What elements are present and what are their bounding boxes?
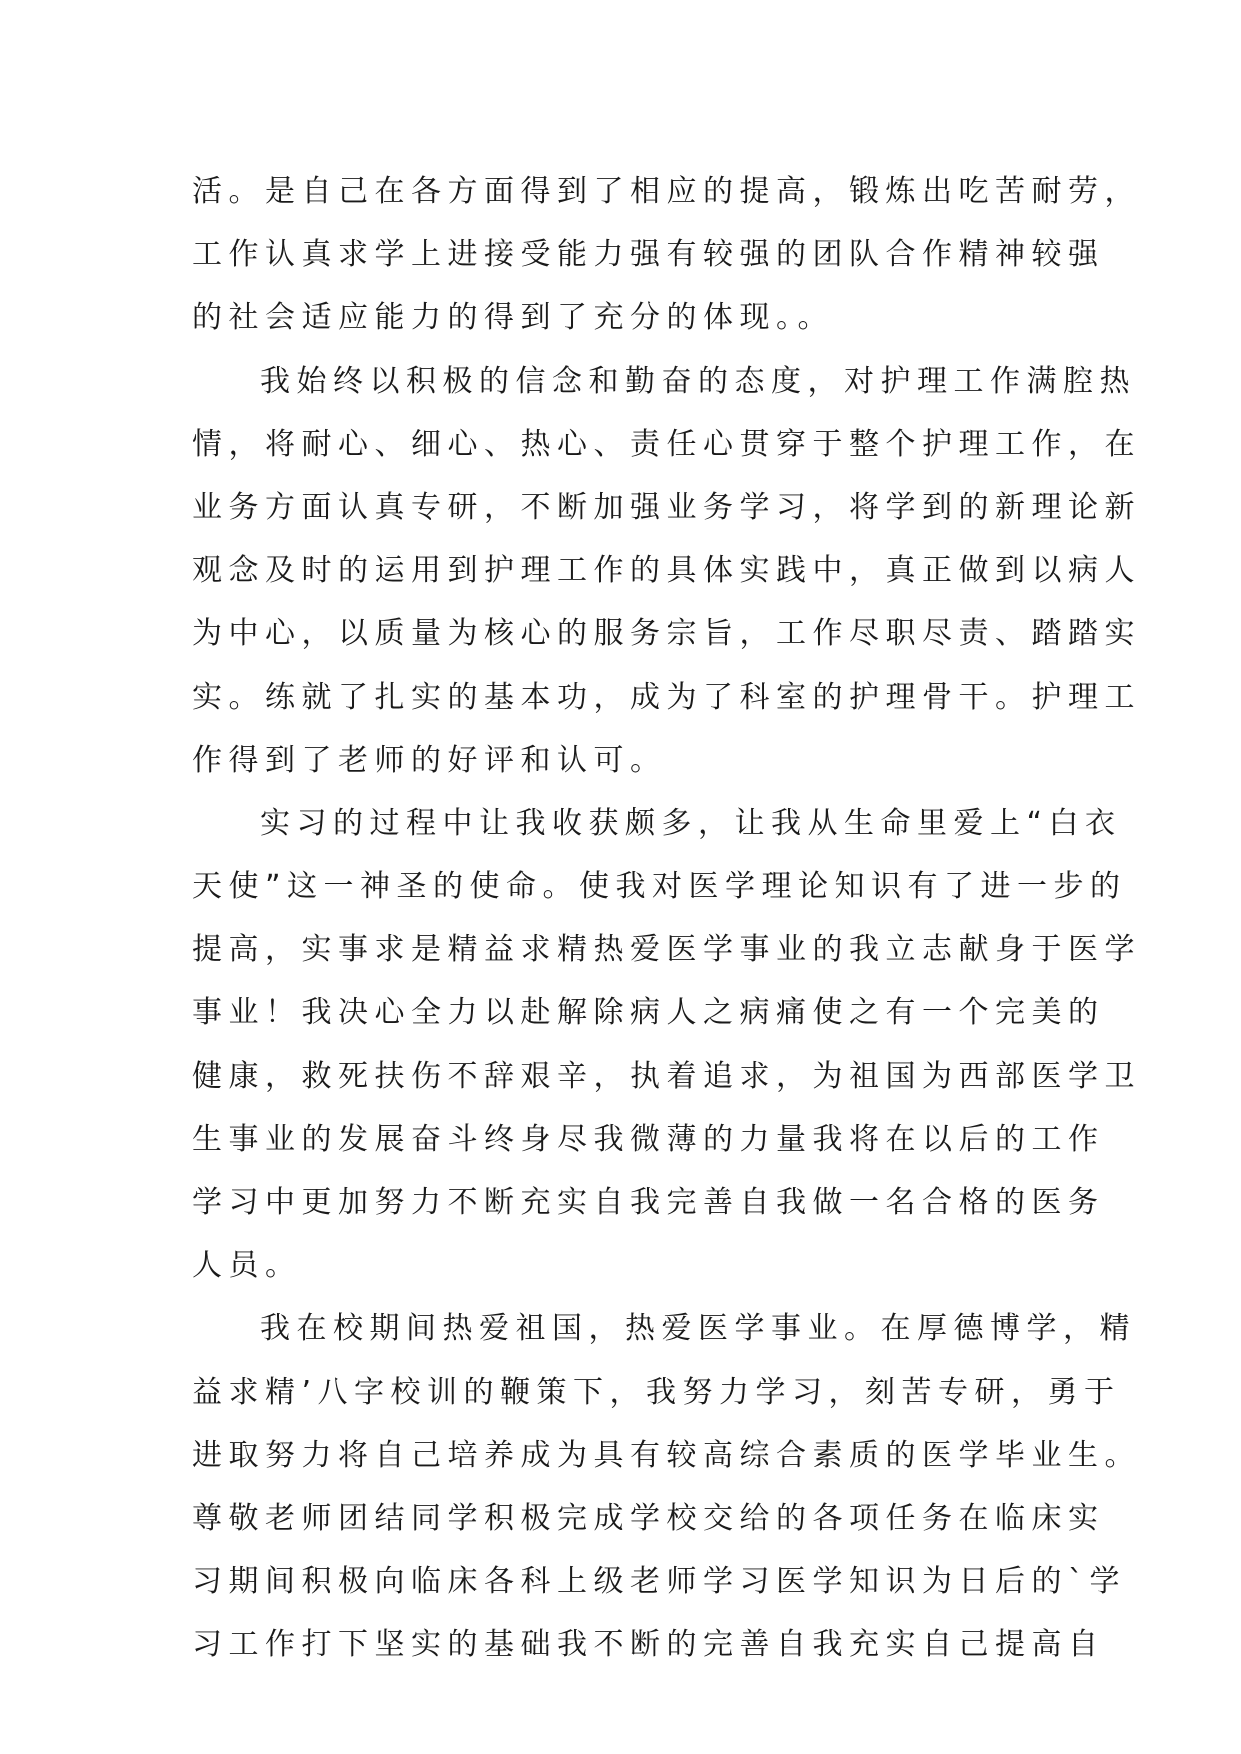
text-line: 习期间积极向临床各科上级老师学习医学知识为日后的`学 bbox=[192, 1564, 1126, 1600]
text-line: 工作认真求学上进接受能力强有较强的团队合作精神较强 bbox=[192, 237, 1105, 273]
paragraph-first-line: 我始终以积极的信念和勤奋的态度，对护理工作满腔热 bbox=[260, 363, 1136, 399]
paragraph-first-line: 我在校期间热爱祖国，热爱医学事业。在厚德博学，精 bbox=[260, 1311, 1136, 1347]
text-line: 为中心，以质量为核心的服务宗旨，工作尽职尽责、踏踏实 bbox=[192, 616, 1141, 652]
body-text bbox=[192, 160, 1141, 1677]
text-line: 观念及时的运用到护理工作的具体实践中，真正做到以病人 bbox=[192, 553, 1141, 589]
text-line: 事业！我决心全力以赴解除病人之病痛使之有一个完美的 bbox=[192, 995, 1105, 1031]
text-line: 提高，实事求是精益求精热爱医学事业的我立志献身于医学 bbox=[192, 932, 1141, 968]
text-line: 活。是自己在各方面得到了相应的提高，锻炼出吃苦耐劳， bbox=[192, 174, 1141, 209]
text-line: 天使”这一神圣的使命。使我对医学理论知识有了进一步的 bbox=[192, 869, 1127, 905]
text-line: 作得到了老师的好评和认可。 bbox=[192, 742, 667, 778]
text-line: 业务方面认真专研，不断加强业务学习，将学到的新理论新 bbox=[192, 489, 1141, 525]
text-line: 习工作打下坚实的基础我不断的完善自我充实自己提高自 bbox=[192, 1627, 1105, 1663]
text-line: 益求精’八字校训的鞭策下，我努力学习，刻苦专研，勇于 bbox=[192, 1374, 1121, 1410]
text-line: 学习中更加努力不断充实自我完善自我做一名合格的医务 bbox=[192, 1185, 1105, 1220]
text-line: 尊敬老师团结同学积极完成学校交给的各项任务在临床实 bbox=[192, 1500, 1105, 1536]
text-line: 健康，救死扶伤不辞艰辛，执着追求，为祖国为西部医学卫 bbox=[192, 1058, 1141, 1094]
text-line: 情，将耐心、细心、热心、责任心贯穿于整个护理工作，在 bbox=[192, 426, 1141, 462]
text-line: 的社会适应能力的得到了充分的体现。。 bbox=[192, 300, 834, 336]
text-line: 生事业的发展奋斗终身尽我微薄的力量我将在以后的工作 bbox=[192, 1121, 1105, 1157]
text-line: 实。练就了扎实的基本功，成为了科室的护理骨干。护理工 bbox=[192, 679, 1141, 715]
paragraph-first-line: 实习的过程中让我收获颇多，让我从生命里爱上“白衣 bbox=[260, 805, 1122, 841]
text-line: 人员。 bbox=[192, 1248, 302, 1284]
text-line: 进取努力将自己培养成为具有较高综合素质的医学毕业生。 bbox=[192, 1437, 1141, 1473]
